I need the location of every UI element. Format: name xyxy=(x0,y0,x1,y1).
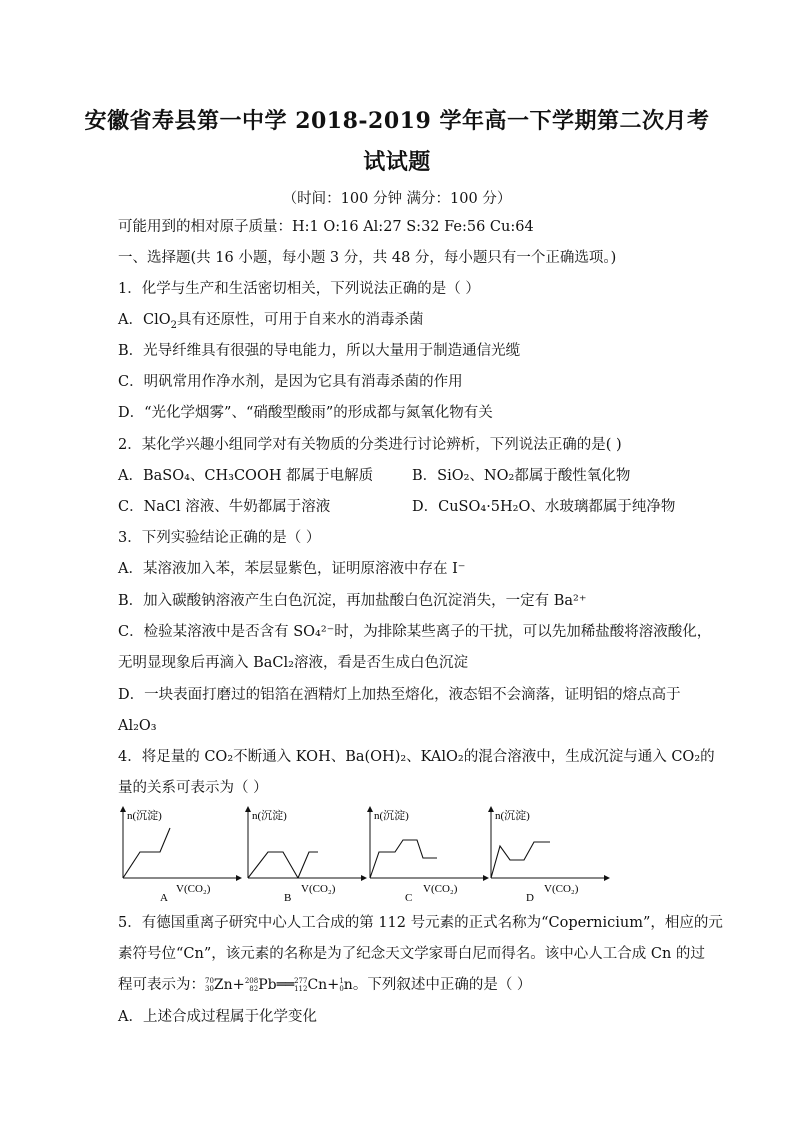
x-axis-arrow xyxy=(604,875,610,881)
q3-option-c-line2: 无明显现象后再滴入 BaCl₂溶液，看是否生成白色沉淀 xyxy=(118,655,468,671)
q1-option-b: B．光导纤维具有很强的导电能力，所以大量用于制造通信光缆 xyxy=(118,343,521,359)
nuclide-zn xyxy=(205,977,233,993)
cn-atomic: 112 xyxy=(294,985,308,993)
option-label-b: B xyxy=(284,892,292,904)
q1-a-pre: A．ClO xyxy=(118,312,171,328)
q3-option-b: B．加入碳酸钠溶液产生白色沉淀，再加盐酸白色沉淀消失，一定有 Ba²⁺ xyxy=(118,593,587,609)
y-label: n(沉淀) xyxy=(374,810,409,822)
q5-stem-line2: 素符号位“Cn”，该元素的名称是为了纪念天文学家哥白尼而得名。该中心人工合成 Cn 的过 xyxy=(118,946,705,962)
q2-option-a: A．BaSO₄、CH₃COOH 都属于电解质 xyxy=(118,468,374,484)
section-heading: 一、选择题(共 16 小题，每小题 3 分，共 48 分，每小题只有一个正确选项。) xyxy=(118,250,617,266)
exam-title-line2: 试试题 xyxy=(363,149,431,175)
q5-option-a: A．上述合成过程属于化学变化 xyxy=(118,1009,317,1025)
zn-atomic: 30 xyxy=(205,985,214,993)
q4-graph-c-svg xyxy=(365,806,495,904)
y-axis-arrow xyxy=(120,806,126,812)
time-info: （时间：100 分钟 满分：100 分） xyxy=(282,191,512,207)
q1-option-c: C．明矾常用作净水剂，是因为它具有消毒杀菌的作用 xyxy=(118,374,463,390)
q3-option-d-line2: Al₂O₃ xyxy=(118,718,157,734)
q1-option-a xyxy=(118,311,423,335)
q1-stem: 1．化学与生产和生活密切相关，下列说法正确的是（ ） xyxy=(118,281,480,297)
equals-arrow: ══ xyxy=(276,977,295,993)
q4-graph-c xyxy=(365,806,495,904)
pb-mass: 208 xyxy=(244,977,259,985)
cn-mass: 277 xyxy=(294,977,308,985)
q1-a-sub: 2 xyxy=(170,319,177,331)
q5-stem3-post: 。下列叙述中正确的是（ ） xyxy=(352,977,532,993)
q5-stem3-pre: 程可表示为： xyxy=(118,977,205,993)
q4-graph-b-svg xyxy=(243,806,373,904)
n-mass: 1 xyxy=(339,977,344,985)
q5-stem-line1: 5．有德国重离子研究中心人工合成的第 112 号元素的正式名称为“Copernicium”，相应的元 xyxy=(118,915,723,931)
pb-symbol: Pb xyxy=(258,977,277,993)
curve-c xyxy=(370,840,437,878)
y-label: n(沉淀) xyxy=(495,810,530,822)
q3-option-a: A．某溶液加入苯，苯层显紫色，证明原溶液中存在 I⁻ xyxy=(118,561,466,577)
atomic-masses: 可能用到的相对原子质量：H:1 O:16 Al:27 S:32 Fe:56 Cu:64 xyxy=(118,219,534,235)
q2-option-d: D．CuSO₄·5H₂O、水玻璃都属于纯净物 xyxy=(412,499,676,515)
option-label-a: A xyxy=(160,892,168,904)
zn-mass: 70 xyxy=(205,977,214,985)
y-axis-arrow xyxy=(367,806,373,812)
q2-stem: 2．某化学兴趣小组同学对有关物质的分类进行讨论辨析，下列说法正确的是( ) xyxy=(118,437,622,453)
plus-2: + xyxy=(327,977,340,993)
nuclide-n xyxy=(339,977,353,993)
q3-option-d-line1: D．一块表面打磨过的铝箔在酒精灯上加热至熔化，液态铝不会滴落，证明铝的熔点高于 xyxy=(118,687,681,703)
exam-title-line1: 安徽省寿县第一中学 2018-2019 学年高一下学期第二次月考 xyxy=(84,108,710,134)
curve-a xyxy=(123,828,170,878)
q4-stem-line2: 量的关系可表示为（ ） xyxy=(118,780,268,796)
curve-b-2 xyxy=(298,852,318,878)
x-axis-arrow xyxy=(236,875,242,881)
option-label-c: C xyxy=(405,892,413,904)
q2-option-b: B．SiO₂、NO₂都属于酸性氧化物 xyxy=(412,468,631,484)
y-label: n(沉淀) xyxy=(252,810,287,822)
x-label: V(CO₂) xyxy=(423,883,458,895)
q4-graph-d-svg xyxy=(486,806,616,904)
cn-symbol: Cn xyxy=(307,977,328,993)
q3-stem: 3．下列实验结论正确的是（ ） xyxy=(118,530,321,546)
y-label: n(沉淀) xyxy=(127,810,162,822)
pb-atomic: 82 xyxy=(249,985,259,993)
q4-graph-b xyxy=(243,806,373,904)
nuclide-cn xyxy=(294,977,327,993)
y-axis-arrow xyxy=(245,806,251,812)
plus-1: + xyxy=(232,977,245,993)
zn-symbol: Zn xyxy=(213,977,233,993)
y-axis-arrow xyxy=(488,806,494,812)
q5-stem-line3 xyxy=(118,976,531,994)
q3-option-c-line1: C．检验某溶液中是否含有 SO₄²⁻时，为排除某些离子的干扰，可以先加稀盐酸将溶液酸化， xyxy=(118,624,712,640)
option-label-d: D xyxy=(526,892,534,904)
q4-graph-d xyxy=(486,806,616,904)
n-atomic: 0 xyxy=(339,985,344,993)
q4-graph-a-svg xyxy=(118,806,248,904)
q1-option-d: D．“光化学烟雾”、“硝酸型酸雨”的形成都与氮氧化物有关 xyxy=(118,405,493,421)
nuclide-pb xyxy=(245,977,277,993)
curve-d xyxy=(491,842,550,878)
curve-b-1 xyxy=(248,852,298,878)
q1-a-post: 具有还原性，可用于自来水的消毒杀菌 xyxy=(176,312,424,328)
x-label: V(CO₂) xyxy=(176,883,211,895)
q4-graph-a xyxy=(118,806,248,904)
x-label: V(CO₂) xyxy=(544,883,579,895)
x-label: V(CO₂) xyxy=(301,883,336,895)
q4-stem-line1: 4．将足量的 CO₂不断通入 KOH、Ba(OH)₂、KAlO₂的混合溶液中，生成沉淀与通入 CO₂的 xyxy=(118,749,715,765)
n-symbol: n xyxy=(343,977,353,993)
q2-option-c: C．NaCl 溶液、牛奶都属于溶液 xyxy=(118,499,331,515)
